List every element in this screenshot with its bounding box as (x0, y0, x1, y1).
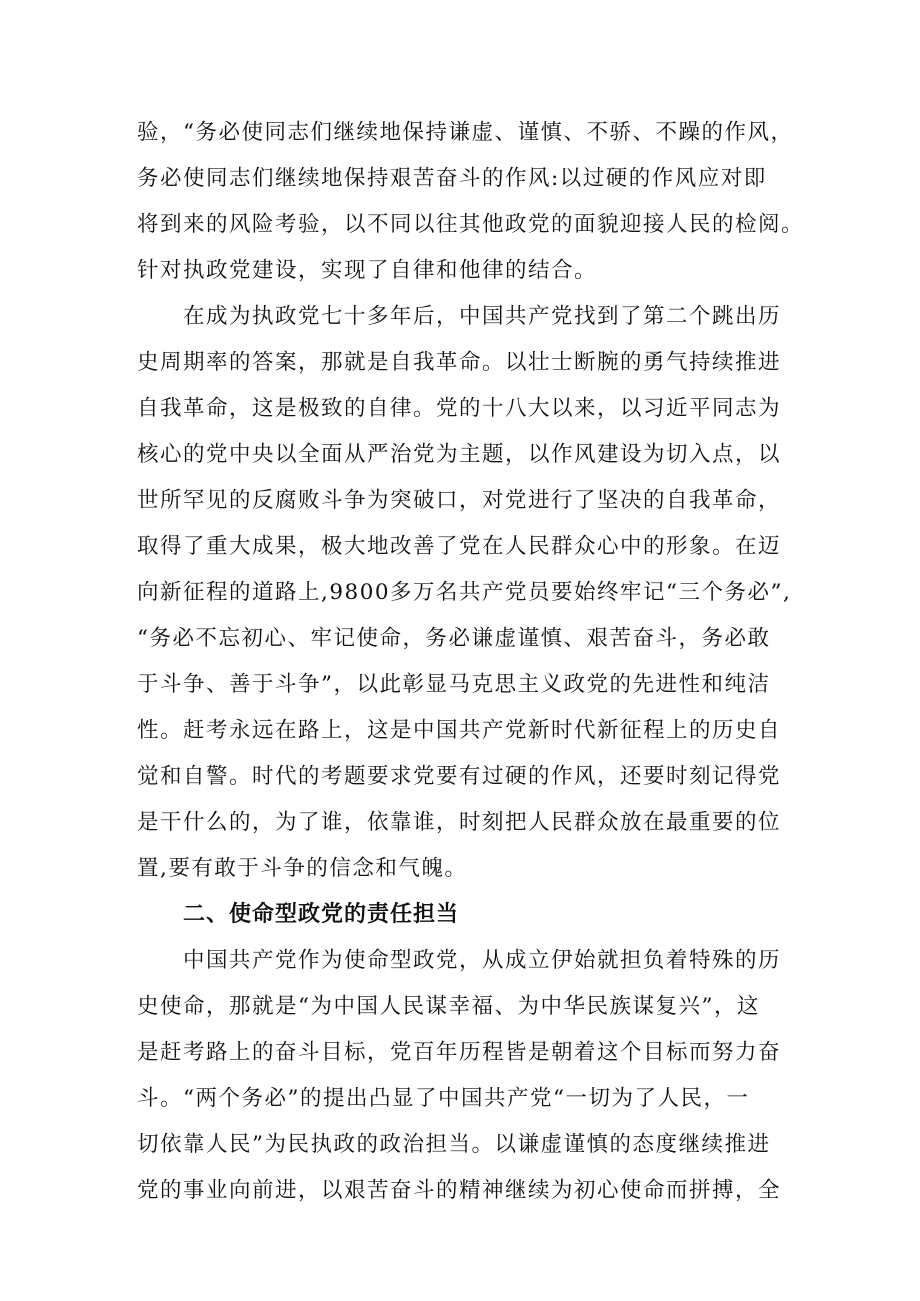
paragraph-first-line: 中国共产党作为使命型政党，从成立伊始就担负着特殊的历 (183, 948, 782, 973)
text-line: 党的事业向前进，以艰苦奋斗的精神继续为初心使命而拼搏，全 (137, 1178, 782, 1203)
text-line: 史使命，那就是“为中国人民谋幸福、为中华民族谋复兴”，这 (137, 994, 760, 1019)
text-line: 验，“务必使同志们继续地保持谦虚、谨慎、不骄、不躁的作风， (137, 120, 794, 145)
text-line: “务必不忘初心、牢记使命，务必谦虚谨慎、艰苦奋斗，务必敢 (137, 626, 771, 651)
text-line: 是干什么的，为了谁，依靠谁，时刻把人民群众放在最重要的位 (137, 810, 782, 835)
section-heading: 二、使命型政党的责任担当 (183, 902, 460, 927)
text-line: 于斗争、善于斗争”，以此彰显马克思主义政党的先进性和纯洁 (137, 672, 771, 697)
text-line: 觉和自警。时代的考题要求党要有过硬的作风，还要时刻记得党 (137, 764, 782, 789)
text-line: 自我革命，这是极致的自律。党的十八大以来，以习近平同志为 (137, 396, 782, 421)
text-line: 史周期率的答案，那就是自我革命。以壮士断腕的勇气持续推进 (137, 350, 782, 375)
text-line: 针对执政党建设，实现了自律和他律的结合。 (137, 258, 598, 283)
text-line: 是赶考路上的奋斗目标，党百年历程皆是朝着这个目标而努力奋 (137, 1040, 782, 1065)
text-line: 核心的党中央以全面从严治党为主题，以作风建设为切入点，以 (137, 442, 782, 467)
text-line: 务必使同志们继续地保持艰苦奋斗的作风:以过硬的作风应对即 (137, 166, 767, 191)
text-line: 切依靠人民”为民执政的政治担当。以谦虚谨慎的态度继续推进 (137, 1132, 771, 1157)
text-line: 取得了重大成果，极大地改善了党在人民群众心中的形象。在迈 (137, 534, 782, 559)
text-line: 置,要有敢于斗争的信念和气魄。 (137, 856, 468, 881)
text-line: 向新征程的道路上,9800多万名共产党员要始终牢记“三个务必”, (137, 580, 792, 605)
text-line: 斗。“两个务必”的提出凸显了中国共产党“一切为了人民，一 (137, 1086, 750, 1111)
document-body (137, 0, 805, 1301)
text-line: 性。赶考永远在路上，这是中国共产党新时代新征程上的历史自 (137, 718, 782, 743)
paragraph-first-line: 在成为执政党七十多年后，中国共产党找到了第二个跳出历 (183, 304, 782, 329)
text-line: 将到来的风险考验，以不同以往其他政党的面貌迎接人民的检阅。 (137, 212, 805, 237)
text-line: 世所罕见的反腐败斗争为突破口，对党进行了坚决的自我革命， (137, 488, 782, 513)
